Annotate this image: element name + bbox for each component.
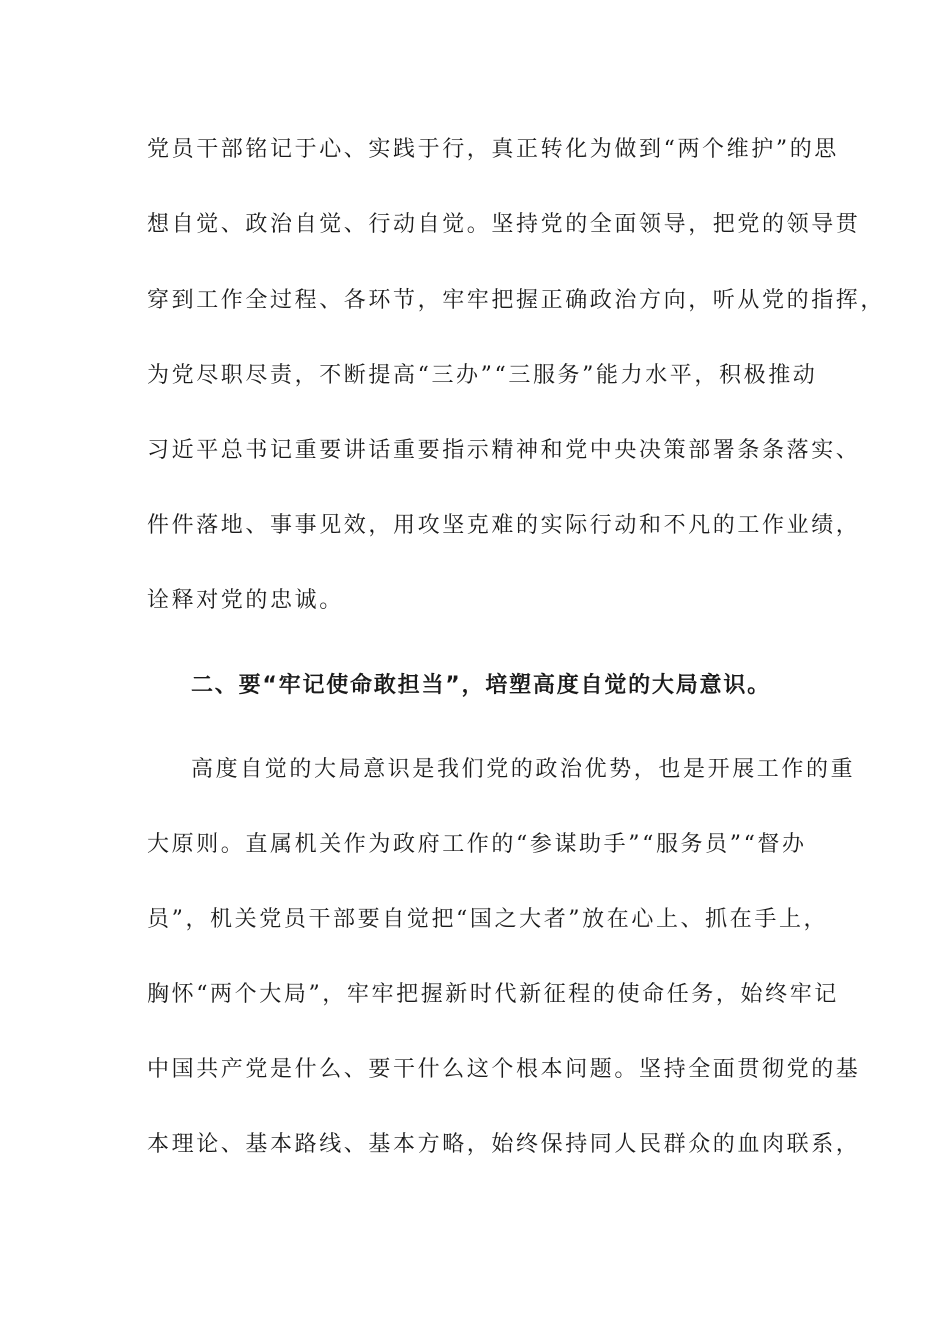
section-heading: 二、要“牢记使命敢担当”，培塑高度自觉的大局意识。 <box>191 673 771 698</box>
paragraph-2-line-4: 胸怀“两个大局”，牢牢把握新时代新征程的使命任务，始终牢记 <box>147 982 839 1007</box>
paragraph-1-line-3: 穿到工作全过程、各环节，牢牢把握正确政治方向，听从党的指挥， <box>147 288 886 313</box>
paragraph-2-line-2: 大原则。直属机关作为政府工作的“参谋助手”“服务员”“督办 <box>147 832 807 857</box>
paragraph-1-line-2: 想自觉、政治自觉、行动自觉。坚持党的全面领导，把党的领导贯 <box>147 212 861 237</box>
paragraph-2-line-6: 本理论、基本路线、基本方略，始终保持同人民群众的血肉联系， <box>147 1132 861 1157</box>
paragraph-1-line-7: 诠释对党的忠诚。 <box>147 588 344 613</box>
paragraph-2-line-5: 中国共产党是什么、要干什么这个根本问题。坚持全面贯彻党的基 <box>147 1057 861 1082</box>
paragraph-1-line-6: 件件落地、事事见效，用攻坚克难的实际行动和不凡的工作业绩， <box>147 513 861 538</box>
paragraph-2-line-1: 高度自觉的大局意识是我们党的政治优势，也是开展工作的重 <box>191 757 856 782</box>
paragraph-1-line-5: 习近平总书记重要讲话重要指示精神和党中央决策部署条条落实、 <box>147 438 861 463</box>
paragraph-1-line-4: 为党尽职尽责，不断提高“三办”“三服务”能力水平，积极推动 <box>147 363 818 388</box>
paragraph-2-line-3: 员”，机关党员干部要自觉把“国之大者”放在心上、抓在手上， <box>147 907 829 932</box>
paragraph-1-line-1: 党员干部铭记于心、实践于行，真正转化为做到“两个维护”的思 <box>147 137 839 162</box>
